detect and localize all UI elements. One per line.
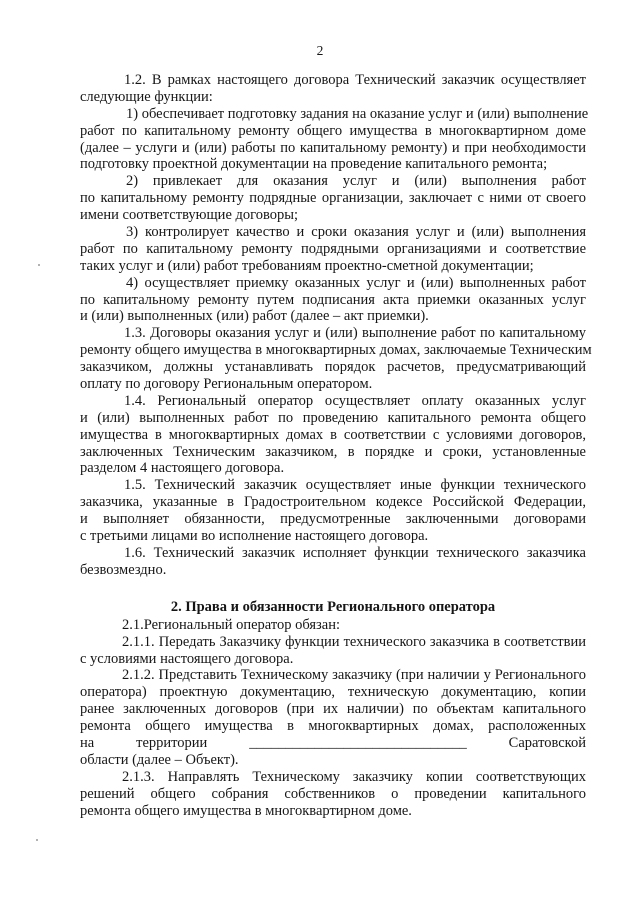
text-line: 2.1.1. Передать Заказчику функции технического заказчика в соответствии	[122, 633, 586, 650]
text-line: 1.3. Договоры оказания услуг и (или) выполнение работ по капитальному	[124, 325, 586, 342]
text-line: таких услуг и (или) работ требованиям проектно-сметной документации;	[80, 257, 534, 274]
text-line: ремонта общего имущества в многоквартирных домах, расположенных	[80, 718, 586, 735]
page-number: 2	[316, 43, 324, 58]
paragraph	[80, 72, 586, 106]
paragraph	[80, 275, 586, 326]
text-line: и (или) выполненных работ по проведению капитального ремонта общего	[80, 409, 586, 426]
paragraph	[80, 769, 586, 820]
paragraph	[80, 545, 586, 579]
text-line: (далее – услуги и (или) работы по капитальному ремонту) и при необходимости	[80, 139, 586, 156]
text-line: заказчика, указанные в Градостроительном кодексе Российской Федерации,	[80, 494, 586, 511]
text-line: работ по капитальному ремонту общего имущества в многоквартирном доме	[80, 122, 586, 139]
text-line: 2.1.2. Представить Техническому заказчику (при наличии у Регионального	[122, 667, 586, 684]
paragraph	[80, 173, 586, 224]
text-line: 2.1.3. Направлять Техническому заказчику копии соответствующих	[122, 768, 586, 785]
text-line: заказчиком, должны устанавливать порядок расчетов, предусматривающий	[80, 359, 586, 376]
section-heading: 2. Права и обязанности Регионального оператора	[170, 598, 496, 615]
text-line: 1.4. Региональный оператор осуществляет оплату оказанных услуг	[124, 392, 586, 409]
text-line: разделом 4 настоящего договора.	[80, 460, 285, 477]
text-line: 2) привлекает для оказания услуг и (или) выполнения работ	[126, 173, 586, 190]
text-line: по капитальному ремонту подрядные организации, заключает с ними от своего	[80, 190, 586, 207]
text-line: ремонта общего имущества в многоквартирном доме.	[80, 802, 412, 819]
text-line: подготовку проектной документации на проведение капитального ремонта;	[80, 156, 548, 173]
text-line: 4) осуществляет приемку оказанных услуг и (или) выполненных работ	[126, 274, 586, 291]
document-body	[80, 72, 592, 819]
scan-speck	[36, 839, 38, 841]
paragraph	[80, 667, 586, 768]
text-line: 1.2. В рамках настоящего договора Технический заказчик осуществляет	[124, 72, 586, 88]
text-line: оператора) проектную документацию, техническую документацию, копии	[80, 684, 586, 701]
text-line: 3) контролирует качество и сроки оказания услуг и (или) выполнения	[126, 224, 586, 241]
text-line: ранее заключенных договоров (при их наличии) по объектам капитального	[80, 701, 586, 718]
text-line: ремонту общего имущества в многоквартирных домах, заключаемые Техническим	[80, 342, 592, 359]
text-line: имущества в многоквартирных домах в соответствии с условиями договоров,	[80, 426, 586, 443]
text-line: заключенных Техническим заказчиком, в порядке и сроки, установленные	[80, 443, 586, 460]
paragraph	[80, 105, 589, 174]
scan-speck	[38, 264, 40, 266]
text-line: по капитальному ремонту путем подписания акта приемки оказанных услуг	[80, 291, 586, 308]
text-line: с третьими лицами во исполнение настоящего договора.	[80, 528, 429, 545]
paragraph	[80, 224, 586, 275]
text-line: области (далее – Объект).	[80, 751, 239, 768]
text-line: безвозмездно.	[80, 561, 167, 578]
text-line: 1) обеспечивает подготовку задания на оказание услуг и (или) выполнение	[126, 105, 589, 122]
text-line: и (или) выполненных (или) работ (далее – акт приемки).	[80, 308, 429, 325]
text-line: на территории ______________________________ Саратовской	[80, 734, 586, 751]
text-line: 1.5. Технический заказчик осуществляет иные функции технического	[124, 477, 586, 494]
text-line: следующие функции:	[80, 88, 213, 105]
paragraph	[80, 393, 586, 477]
text-line: 1.6. Технический заказчик исполняет функции технического заказчика	[124, 544, 586, 561]
paragraph	[80, 634, 586, 668]
text-line: имени соответствующие договоры;	[80, 207, 298, 224]
text-line: работ по капитальному ремонту подрядными организациями и соответствие	[80, 240, 586, 257]
paragraph	[80, 477, 586, 545]
text-line: оплату по договору Региональным оператором.	[80, 376, 373, 393]
text-line: с условиями настоящего договора.	[80, 650, 294, 667]
text-line: и выполняет обязанности, предусмотренные заключенными договорами	[80, 511, 586, 528]
text-line: решений общего собрания собственников о проведении капитального	[80, 785, 586, 802]
text-line: 2.1.Региональный оператор обязан:	[122, 616, 340, 633]
paragraph	[80, 325, 592, 393]
paragraph	[80, 617, 586, 634]
